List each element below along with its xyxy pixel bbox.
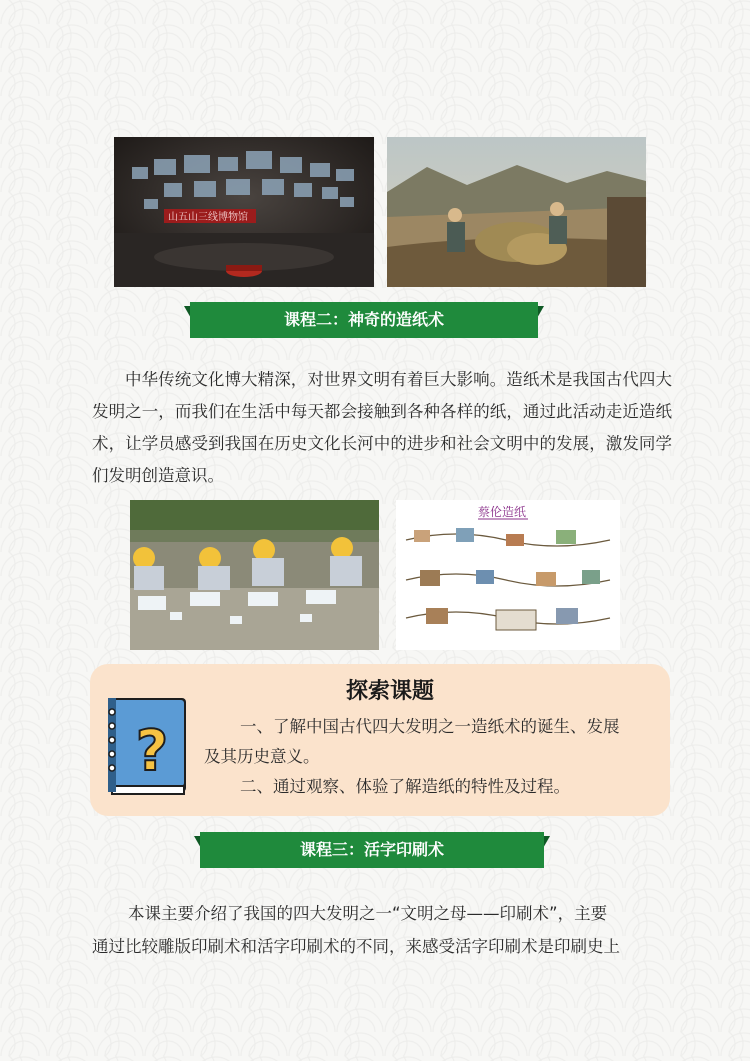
exhibition-hall-photo <box>114 137 374 287</box>
svg-text:?: ? <box>135 719 169 784</box>
course-3-title: 课程三：活字印刷术 <box>299 840 444 859</box>
explore-item-2: 二、通过观察、体验了解造纸的特性及过程。 <box>240 777 570 796</box>
explore-title: 探索课题 <box>345 679 434 704</box>
course-2-title: 课程二：神奇的造纸术 <box>283 310 444 329</box>
course-2-description <box>92 364 672 492</box>
course-3-text-line-1: 本课主要介绍了我国的四大发明之一“文明之母——印刷术”，主要 <box>128 904 608 923</box>
explore-topics-box <box>90 664 670 816</box>
course-2-banner <box>184 298 544 342</box>
course-3-banner <box>194 828 550 872</box>
cai-lun-papermaking-chart <box>396 500 620 650</box>
papermaking-diorama-photo <box>387 137 646 287</box>
explore-item-1-line-1: 一、了解中国古代四大发明之一造纸术的诞生、发展 <box>240 717 620 736</box>
explore-item-1-line-2: 及其历史意义。 <box>204 747 320 766</box>
course-2-text: 中华传统文化博大精深，对世界文明有着巨大影响。造纸术是我国古代四大发明之一，而我们在生活中每天都会接触到各种各样的纸，通过此活动走近造纸术，让学员感受到我国在历史文化长河中的进步和社会文明中的发展，激发同学们发明创造意识。 <box>92 370 672 485</box>
course-3-text-line-2: 通过比较雕版印刷术和活字印刷术的不同，来感受活字印刷术是印刷史上 <box>92 937 620 956</box>
students-papermaking-photo <box>130 500 379 650</box>
papermaking-chart-title: 蔡伦造纸 <box>478 505 527 519</box>
exhibition-sign-text: 山五山三线博物馆 <box>168 212 248 223</box>
question-book-icon <box>102 692 194 800</box>
